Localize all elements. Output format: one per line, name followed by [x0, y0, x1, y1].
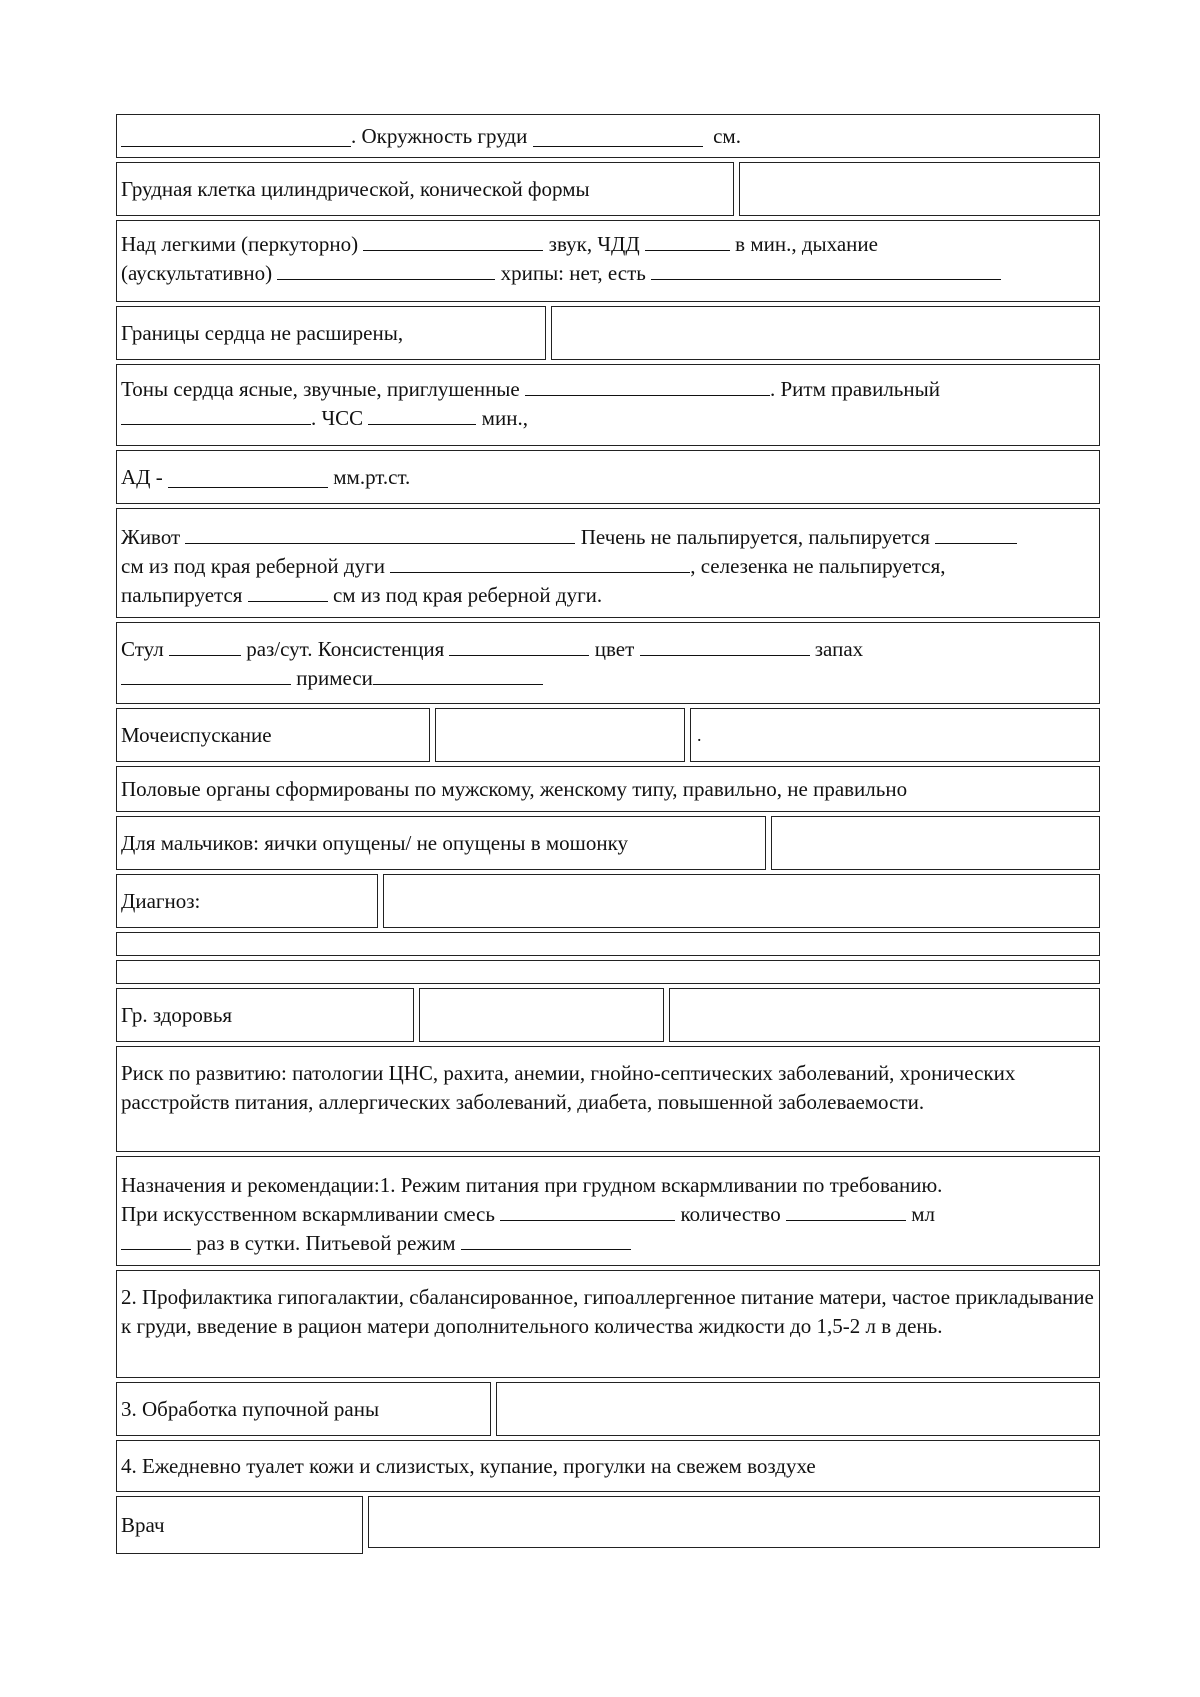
- row-abdomen: [116, 508, 1100, 618]
- blood-pressure-cell: [116, 450, 1100, 504]
- boys-label-cell: [116, 816, 766, 870]
- lungs-wheeze-label: хрипы: нет, есть: [500, 261, 646, 285]
- recommendations-4-cell: [116, 1440, 1100, 1492]
- liver-label: Печень не пальпируется, пальпируется: [580, 525, 930, 549]
- drinking-regime-label: раз в сутки. Питьевой режим: [196, 1231, 456, 1255]
- doctor-label: Врач: [121, 1512, 165, 1537]
- row-chest-shape: [116, 162, 1100, 216]
- recommendations-2-label: 2. Профилактика гипогалактии, сбалансированное, гипоаллергенное питание матери, частое прикладывание к груди, введение в рацион матери дополнительного количества жидкости до 1,5-2 л в день.: [121, 1285, 1094, 1338]
- formula-amount-unit: мл: [911, 1202, 935, 1226]
- stool-smell-label: запах: [814, 637, 864, 661]
- lungs-rr-label: звук, ЧДД: [548, 232, 640, 256]
- liver-extra-field[interactable]: [390, 552, 690, 573]
- recommendations-2-cell: [116, 1270, 1100, 1378]
- urination-label: Мочеиспускание: [121, 722, 272, 747]
- chest-prev-field[interactable]: [121, 126, 351, 147]
- row-recommendations-2: [116, 1270, 1100, 1378]
- formula-amount-label: количество: [680, 1202, 781, 1226]
- spleen-label: , селезенка не пальпируется,: [690, 554, 946, 578]
- risk-cell: [116, 1046, 1100, 1152]
- row-blood-pressure: [116, 450, 1100, 504]
- feeding-times-field[interactable]: [121, 1229, 191, 1250]
- heart-tones-cell: [116, 364, 1100, 446]
- row-recommendations-3: [116, 1382, 1100, 1436]
- heart-rate-label: . ЧСС: [311, 406, 364, 430]
- health-group-value-cell-1[interactable]: [419, 988, 664, 1042]
- recommendations-3-value-cell[interactable]: [496, 1382, 1100, 1436]
- row-recommendations-4: [116, 1440, 1100, 1492]
- risk-label: Риск по развитию: патологии ЦНС, рахита, анемии, гнойно-септических заболеваний, хронических расстройств питания, аллергических заболеваний, диабета, повышенной заболеваемости.: [121, 1061, 1016, 1114]
- row-risk: [116, 1046, 1100, 1152]
- lungs-sound-field[interactable]: [363, 230, 543, 251]
- row-health-group: [116, 988, 1100, 1042]
- spleen-palpable-label: пальпируется: [121, 583, 243, 607]
- spleen-unit: см из под края реберной дуги.: [332, 583, 603, 607]
- heart-borders-value-cell[interactable]: [551, 306, 1100, 360]
- abdomen-field[interactable]: [185, 523, 575, 544]
- diagnosis-label-cell: [116, 874, 378, 928]
- row-chest-circumference: [116, 114, 1100, 158]
- heart-rate-field[interactable]: [368, 404, 476, 425]
- chest-shape-label: Грудная клетка цилиндрической, конической формы: [121, 176, 590, 201]
- heart-tones-label: Тоны сердца ясные, звучные, приглушенные: [121, 377, 520, 401]
- abdomen-label: Живот: [121, 525, 181, 549]
- urination-dot: .: [697, 724, 702, 745]
- stool-cell: [116, 622, 1100, 704]
- chest-circumference-label: . Окружность груди: [351, 123, 528, 148]
- blood-pressure-unit: мм.рт.ст.: [333, 464, 411, 489]
- heart-borders-label-cell: [116, 306, 546, 360]
- lungs-percussion-label: Над легкими (перкуторно): [121, 232, 359, 256]
- heart-tones-field[interactable]: [525, 375, 770, 396]
- row-diagnosis-extra-1: [116, 932, 1100, 956]
- recommendations-1-cell: [116, 1156, 1100, 1266]
- chest-shape-label-cell: [116, 162, 734, 216]
- stool-label: Стул: [121, 637, 164, 661]
- abdomen-cell: [116, 508, 1100, 618]
- diagnosis-extra-cell-2[interactable]: [116, 960, 1100, 984]
- stool-smell-field[interactable]: [121, 664, 291, 685]
- row-lungs: [116, 220, 1100, 302]
- stool-color-field[interactable]: [640, 635, 810, 656]
- blood-pressure-label: АД -: [121, 464, 163, 489]
- stool-color-label: цвет: [594, 637, 635, 661]
- lungs-cell: [116, 220, 1100, 302]
- row-diagnosis: [116, 874, 1100, 928]
- heart-rhythm-field[interactable]: [121, 404, 311, 425]
- row-doctor: [116, 1496, 1100, 1554]
- formula-label: При искусственном вскармливании смесь: [121, 1202, 495, 1226]
- medical-form: [116, 114, 1100, 1558]
- doctor-signature-cell[interactable]: [368, 1496, 1100, 1548]
- diagnosis-value-cell[interactable]: [383, 874, 1100, 928]
- lungs-breath-label: в мин., дыхание: [735, 232, 878, 256]
- row-recommendations-1: [116, 1156, 1100, 1266]
- genitals-label: Половые органы сформированы по мужскому, женскому типу, правильно, не правильно: [121, 776, 908, 801]
- stool-consistency-label: раз/сут. Консистенция: [246, 637, 445, 661]
- chest-circumference-unit: см.: [713, 123, 741, 148]
- chest-circumference-cell: [116, 114, 1100, 158]
- recommendations-feeding-label: Назначения и рекомендации:1. Режим питания при грудном вскармливании по требованию.: [121, 1173, 943, 1197]
- lungs-wheeze-field[interactable]: [651, 259, 1001, 280]
- formula-field[interactable]: [500, 1200, 675, 1221]
- stool-impurities-field[interactable]: [373, 664, 543, 685]
- recommendations-3-label-cell: [116, 1382, 491, 1436]
- blood-pressure-field[interactable]: [168, 467, 328, 488]
- formula-amount-field[interactable]: [786, 1200, 906, 1221]
- heart-rate-unit: мин.,: [481, 406, 528, 430]
- health-group-value-cell-2[interactable]: [669, 988, 1100, 1042]
- row-genitals: [116, 766, 1100, 812]
- urination-value-cell-1[interactable]: [435, 708, 685, 762]
- boys-value-cell[interactable]: [771, 816, 1100, 870]
- urination-label-cell: [116, 708, 430, 762]
- boys-label: Для мальчиков: яички опущены/ не опущены в мошонку: [121, 830, 628, 855]
- diagnosis-extra-cell-1[interactable]: [116, 932, 1100, 956]
- lungs-auscultation-field[interactable]: [277, 259, 495, 280]
- liver-unit: см из под края реберной дуги: [121, 554, 385, 578]
- liver-field[interactable]: [935, 523, 1017, 544]
- row-stool: [116, 622, 1100, 704]
- genitals-cell: [116, 766, 1100, 812]
- row-heart-borders: [116, 306, 1100, 360]
- stool-impurities-label: примеси: [296, 666, 373, 690]
- chest-circumference-field[interactable]: [533, 126, 703, 147]
- row-boys: [116, 816, 1100, 870]
- lungs-auscultation-label: (аускультативно): [121, 261, 273, 285]
- doctor-label-cell: [116, 1496, 363, 1554]
- chest-shape-value-cell[interactable]: [739, 162, 1100, 216]
- heart-rhythm-label: . Ритм правильный: [769, 377, 940, 401]
- recommendations-4-label: 4. Ежедневно туалет кожи и слизистых, купание, прогулки на свежем воздухе: [121, 1453, 816, 1478]
- row-urination: [116, 708, 1100, 762]
- lungs-rr-field[interactable]: [645, 230, 730, 251]
- spleen-field[interactable]: [248, 581, 328, 602]
- row-diagnosis-extra-2: [116, 960, 1100, 984]
- heart-borders-label: Границы сердца не расширены,: [121, 320, 404, 345]
- urination-value-cell-2[interactable]: [690, 708, 1100, 762]
- recommendations-3-label: 3. Обработка пупочной раны: [121, 1396, 380, 1421]
- diagnosis-label: Диагноз:: [121, 888, 201, 913]
- stool-freq-field[interactable]: [169, 635, 241, 656]
- stool-consistency-field[interactable]: [449, 635, 589, 656]
- health-group-label-cell: [116, 988, 414, 1042]
- health-group-label: Гр. здоровья: [121, 1002, 233, 1027]
- row-heart-tones: [116, 364, 1100, 446]
- drinking-regime-field[interactable]: [461, 1229, 631, 1250]
